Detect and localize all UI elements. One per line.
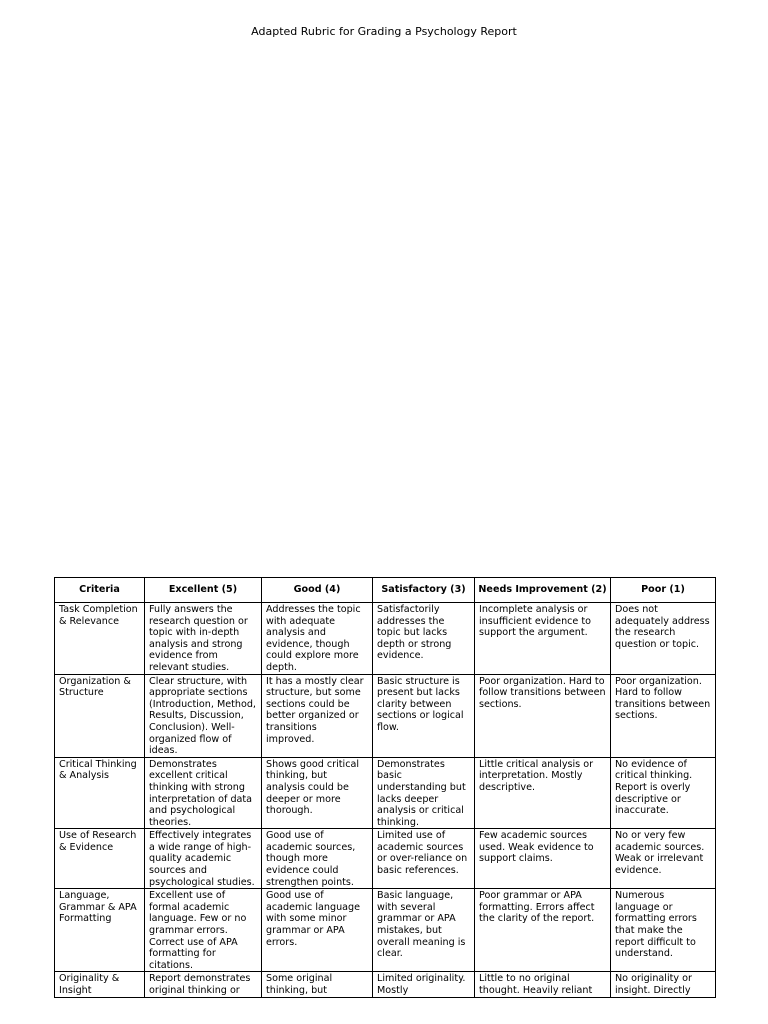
excellent-cell: Fully answers the research question or topic with in-depth analysis and strong evidence from relevant studies. (145, 603, 262, 675)
poor-cell: No or very few academic sources. Weak or irrelevant evidence. (611, 829, 716, 889)
table-row (55, 757, 716, 829)
satisfactory-cell: Basic structure is present but lacks clarity between sections or logical flow. (373, 674, 475, 757)
good-cell: Shows good critical thinking, but analysis could be deeper or more thorough. (262, 757, 373, 829)
page-title: Adapted Rubric for Grading a Psychology Report (251, 25, 517, 38)
table-row (55, 829, 716, 889)
poor-cell: No evidence of critical thinking. Report is overly descriptive or inaccurate. (611, 757, 716, 829)
poor-cell: No originality or insight. Directly (611, 972, 716, 997)
good-cell: Good use of academic language with some minor grammar or APA errors. (262, 889, 373, 972)
poor-cell: Does not adequately address the research question or topic. (611, 603, 716, 675)
table-row (55, 972, 716, 997)
satisfactory-cell: Limited use of academic sources or over-reliance on basic references. (373, 829, 475, 889)
header-criteria: Criteria (55, 578, 145, 603)
criteria-cell: Use of Research & Evidence (55, 829, 145, 889)
excellent-cell: Clear structure, with appropriate sections (Introduction, Method, Results, Discussion, Conclusion). Well-organized flow of ideas. (145, 674, 262, 757)
header-row (55, 578, 716, 603)
needs-improvement-cell: Poor grammar or APA formatting. Errors affect the clarity of the report. (475, 889, 611, 972)
criteria-cell: Task Completion & Relevance (55, 603, 145, 675)
needs-improvement-cell: Incomplete analysis or insufficient evidence to support the argument. (475, 603, 611, 675)
criteria-cell: Critical Thinking & Analysis (55, 757, 145, 829)
criteria-cell: Originality & Insight (55, 972, 145, 997)
needs-improvement-cell: Little to no original thought. Heavily reliant (475, 972, 611, 997)
excellent-cell: Effectively integrates a wide range of high-quality academic sources and psychological studies. (145, 829, 262, 889)
table-row (55, 603, 716, 675)
criteria-cell: Language, Grammar & APA Formatting (55, 889, 145, 972)
table-row (55, 674, 716, 757)
header-poor: Poor (1) (611, 578, 716, 603)
good-cell: Good use of academic sources, though more evidence could strengthen points. (262, 829, 373, 889)
header-needs-improvement: Needs Improvement (2) (475, 578, 611, 603)
excellent-cell: Report demonstrates original thinking or (145, 972, 262, 997)
header-good: Good (4) (262, 578, 373, 603)
good-cell: Addresses the topic with adequate analysis and evidence, though could explore more depth. (262, 603, 373, 675)
satisfactory-cell: Demonstrates basic understanding but lacks deeper analysis or critical thinking. (373, 757, 475, 829)
rubric-table (54, 577, 716, 998)
poor-cell: Numerous language or formatting errors that make the report difficult to understand. (611, 889, 716, 972)
excellent-cell: Excellent use of formal academic language. Few or no grammar errors. Correct use of APA formatting for citations. (145, 889, 262, 972)
needs-improvement-cell: Little critical analysis or interpretation. Mostly descriptive. (475, 757, 611, 829)
needs-improvement-cell: Poor organization. Hard to follow transitions between sections. (475, 674, 611, 757)
good-cell: It has a mostly clear structure, but some sections could be better organized or transitions improved. (262, 674, 373, 757)
header-excellent: Excellent (5) (145, 578, 262, 603)
table-row (55, 889, 716, 972)
header-satisfactory: Satisfactory (3) (373, 578, 475, 603)
good-cell: Some original thinking, but (262, 972, 373, 997)
criteria-cell: Organization & Structure (55, 674, 145, 757)
satisfactory-cell: Satisfactorily addresses the topic but lacks depth or strong evidence. (373, 603, 475, 675)
excellent-cell: Demonstrates excellent critical thinking with strong interpretation of data and psychological theories. (145, 757, 262, 829)
needs-improvement-cell: Few academic sources used. Weak evidence to support claims. (475, 829, 611, 889)
satisfactory-cell: Basic language, with several grammar or APA mistakes, but overall meaning is clear. (373, 889, 475, 972)
satisfactory-cell: Limited originality. Mostly (373, 972, 475, 997)
poor-cell: Poor organization. Hard to follow transitions between sections. (611, 674, 716, 757)
